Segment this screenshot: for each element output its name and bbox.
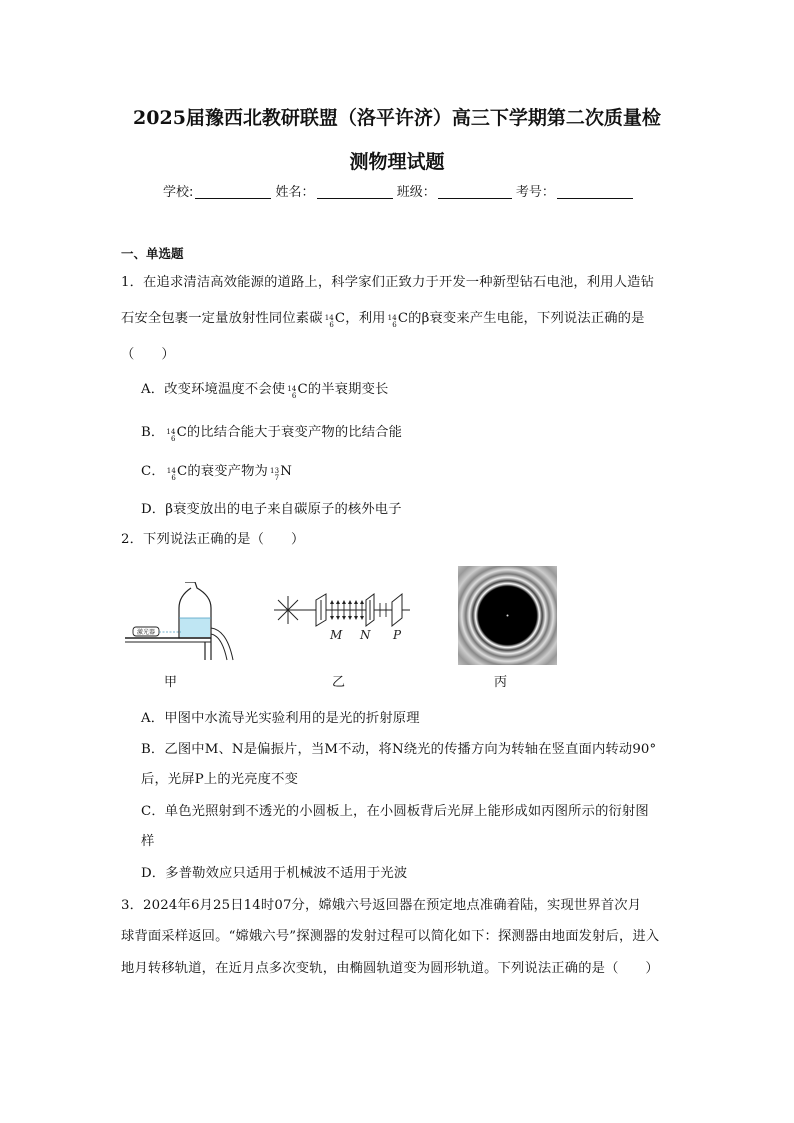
name-label: 姓名： (275, 185, 315, 200)
q1-option-c[interactable]: C． 14 6 C的衰变产物为 13 7 N (141, 464, 293, 482)
school-blank[interactable] (195, 185, 271, 199)
name-blank[interactable] (317, 185, 393, 199)
isotope-c14: 14 6 (166, 467, 176, 482)
label-p: P (393, 628, 402, 642)
q1-option-a[interactable]: A．改变环境温度不会使 14 6 C的半衰期变长 (141, 382, 389, 400)
section-heading: 一、单选题 (121, 246, 184, 261)
q2-option-a[interactable]: A．甲图中水流导光实验利用的是光的折射原理 (141, 711, 420, 726)
page-title: 2025届豫西北教研联盟（洛平许济）高三下学期第二次质量检 (133, 107, 661, 129)
q2-option-c-cont: 样 (141, 834, 155, 849)
isotope-c14: 14 6 (166, 428, 176, 443)
q1-stem-line2: 石安全包裹一定量放射性同位素碳 14 6 C，利用 14 6 C的β衰变来产生电能，下列说法正确的是 (121, 311, 645, 329)
q1-stem-line1: 1．在追求清洁高效能源的道路上，科学家们正致力于开发一种新型钻石电池，利用人造钻 (121, 275, 655, 290)
student-info-row (163, 181, 633, 200)
exam-no-blank[interactable] (557, 185, 633, 199)
isotope-n13: 13 7 (270, 467, 280, 482)
label-n: N (360, 628, 371, 642)
figure-yi-polarizers (270, 588, 416, 644)
q2-option-c[interactable]: C．单色光照射到不透光的小圆板上，在小圆板背后光屏上能形成如丙图所示的衍射图 (141, 804, 649, 819)
q3-stem-line1: 3．2024年6月25日14时07分，嫦娥六号返回器在预定地点准确着陆，实现世界首次月 (121, 898, 642, 913)
figure-jia-water-light-guide (121, 582, 241, 664)
exam-no-label: 考号： (515, 185, 555, 200)
figure-bing-diffraction-pattern (458, 566, 557, 665)
isotope-c14: 14 6 (387, 314, 397, 329)
class-label: 班级： (396, 185, 436, 200)
caption-bing: 丙 (494, 675, 508, 690)
isotope-c14: 14 6 (287, 385, 297, 400)
class-blank[interactable] (438, 185, 512, 199)
isotope-c14: 14 6 (324, 314, 334, 329)
q3-stem-line3: 地月转移轨道，在近月点多次变轨，由椭圆轨道变为圆形轨道。下列说法正确的是（ ） (121, 961, 659, 976)
q1-option-d[interactable]: D．β衰变放出的电子来自碳原子的核外电子 (141, 502, 402, 517)
q2-option-d[interactable]: D．多普勒效应只适用于机械波不适用于光波 (141, 866, 408, 881)
q1-option-b[interactable]: B． 14 6 C的比结合能大于衰变产物的比结合能 (141, 425, 403, 443)
laser-label: 激光器 (136, 629, 156, 636)
q1-stem-line3: （ ） (121, 347, 175, 362)
caption-yi: 乙 (332, 675, 346, 690)
page-title-cont: 测物理试题 (349, 151, 445, 173)
q2-stem: 2．下列说法正确的是（ ） (121, 532, 305, 547)
q3-stem-line2: 球背面采样返回。“嫦娥六号”探测器的发射过程可以简化如下：探测器由地面发射后，进入 (121, 929, 660, 944)
label-m: M (330, 628, 343, 642)
q2-option-b[interactable]: B．乙图中M、N是偏振片，当M不动，将N绕光的传播方向为转轴在竖直面内转动90° (141, 742, 657, 757)
q2-option-b-cont: 后，光屏P上的光亮度不变 (141, 772, 299, 787)
school-label: 学校: (163, 185, 194, 200)
caption-jia: 甲 (164, 675, 178, 690)
